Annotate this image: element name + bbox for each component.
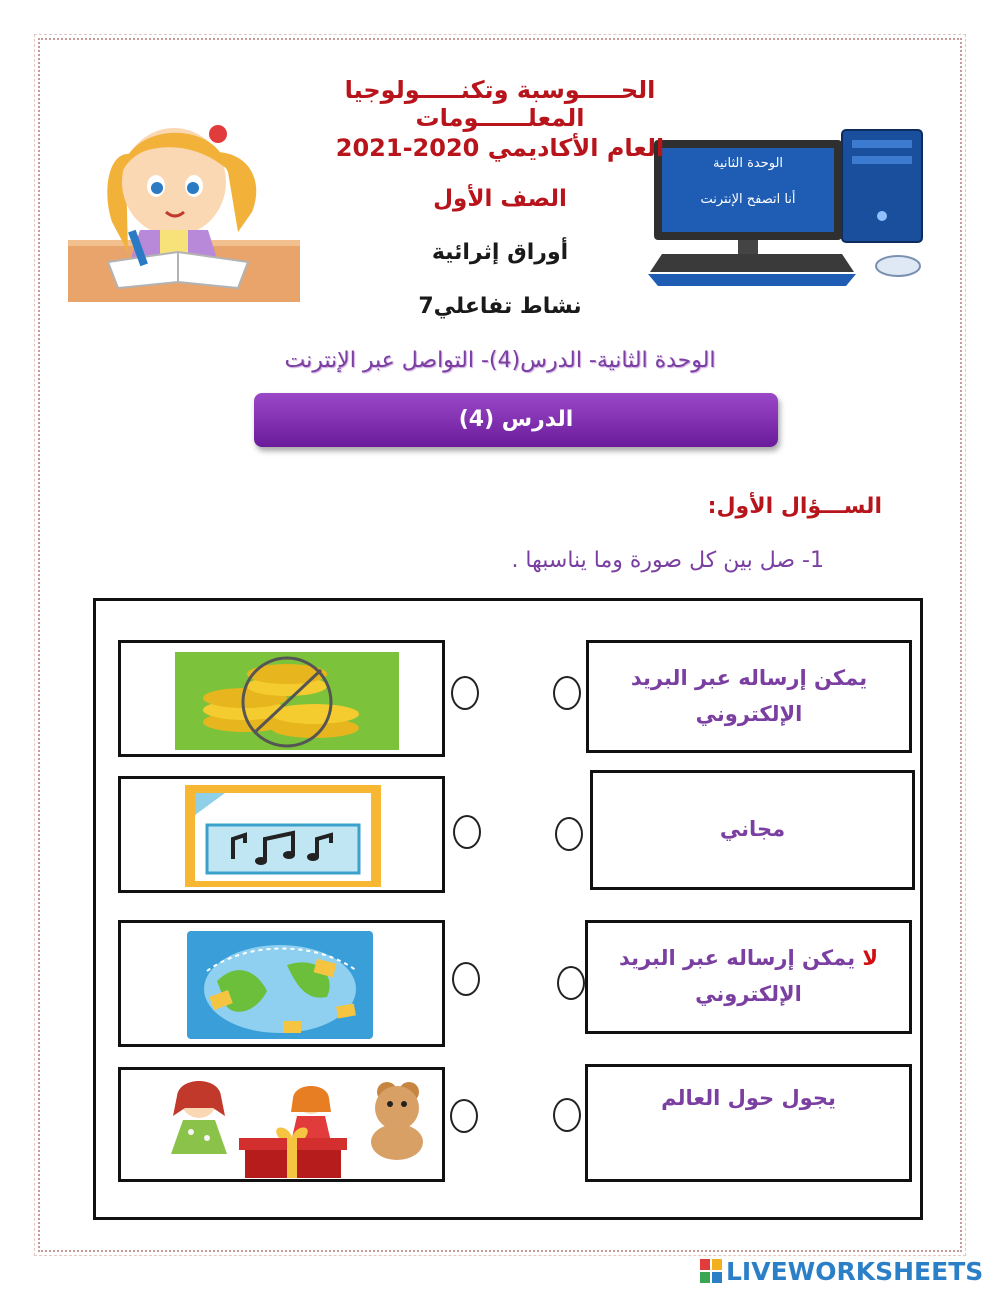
activity-number: نشاط تفاعلي7: [418, 294, 582, 319]
liveworksheets-wordmark: LIVEWORKSHEETS: [726, 1256, 984, 1286]
matching-text-4: يجول حول العالم: [661, 1086, 836, 1110]
lesson-banner: الدرس (4): [254, 393, 778, 447]
negation-word: لا: [862, 946, 879, 971]
text-connector-4[interactable]: [553, 1098, 581, 1132]
academic-year: العام الأكاديمي 2020-2021: [335, 134, 665, 162]
image-connector-2[interactable]: [453, 815, 481, 849]
image-connector-3[interactable]: [452, 962, 480, 996]
matching-text-2: مجاني: [719, 817, 786, 842]
matching-text-box-1: [586, 640, 912, 753]
image-connector-4[interactable]: [450, 1099, 478, 1133]
unit-lesson-title: الوحدة الثانية- الدرس(4)- التواصل عبر الإنترنت: [284, 348, 716, 373]
liveworksheets-mark-icon: [700, 1259, 722, 1283]
question-instruction: 1- صل بين كل صورة وما يناسبها .: [511, 548, 824, 573]
matching-image-box-3: [118, 920, 445, 1047]
image-connector-1[interactable]: [451, 676, 479, 710]
music-file-icon: [185, 785, 381, 887]
text-connector-2[interactable]: [555, 817, 583, 851]
subject-title: الحـــــوسبة وتكنـــــولوجيا المعلــــــومات: [344, 76, 656, 132]
girl-writing-illustration: [68, 112, 300, 304]
matching-image-box-4: [118, 1067, 445, 1182]
computer-screen-line1: الوحدة الثانية: [712, 156, 784, 171]
toys-gift-icon: [139, 1072, 429, 1180]
computer-screen-line2: أنا اتصفح الإنترنت: [700, 192, 796, 207]
crossed-coins-icon: [175, 652, 399, 750]
liveworksheets-logo[interactable]: [700, 1256, 983, 1286]
text-connector-3[interactable]: [557, 966, 585, 1000]
globe-envelopes-icon: [187, 931, 373, 1039]
desktop-computer-illustration: [646, 126, 930, 292]
grade-level: الصف الأول: [433, 186, 567, 212]
matching-text-box-3: [585, 920, 912, 1034]
matching-image-box-2: [118, 776, 445, 893]
matching-image-box-1: [118, 640, 445, 757]
matching-text-1: يمكن إرساله عبر البريد الإلكتروني: [630, 665, 868, 726]
text-connector-1[interactable]: [553, 676, 581, 710]
question-title: الســـؤال الأول:: [707, 494, 882, 519]
matching-text-box-2: [590, 770, 915, 890]
enrichment-sheets: أوراق إثرائية: [431, 240, 569, 265]
matching-text-box-4: [585, 1064, 912, 1182]
matching-text-3: لا يمكن إرساله عبر البريد الإلكتروني: [618, 946, 879, 1006]
